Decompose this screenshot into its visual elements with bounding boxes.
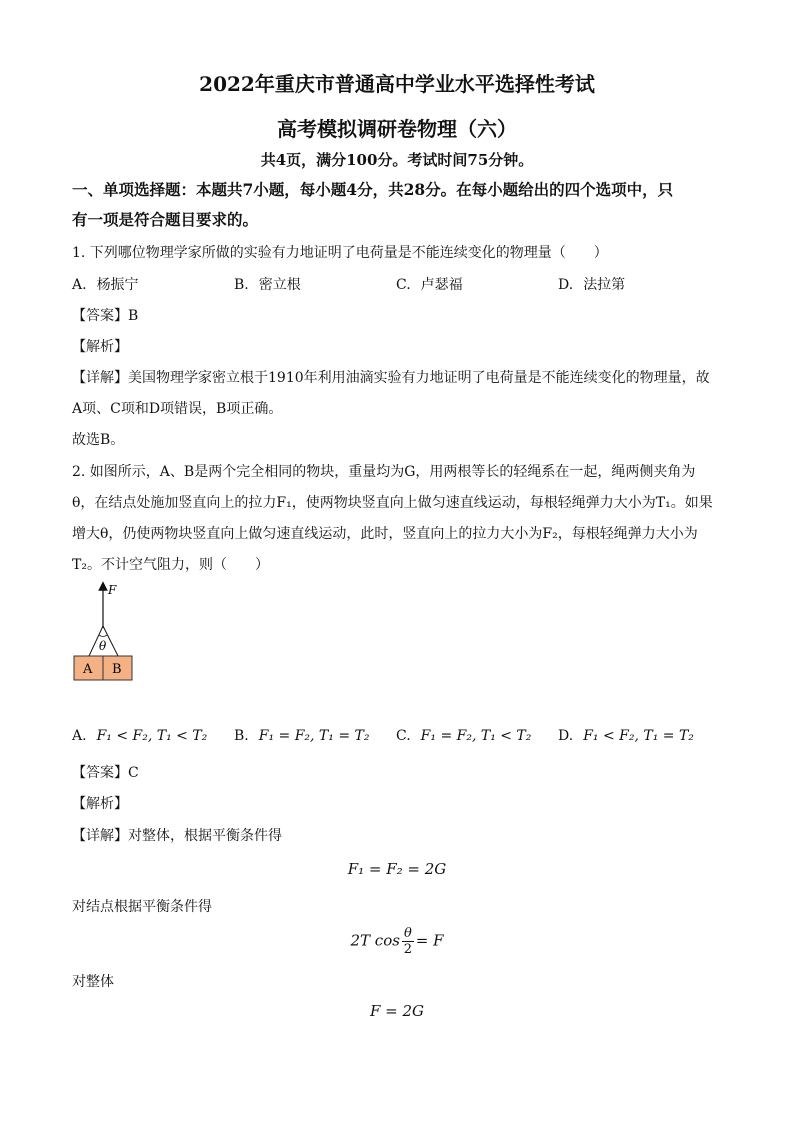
equation-2-fraction — [402, 926, 414, 957]
q2-option-b-text: F₁ = F₂, T₁ = T₂ — [258, 728, 370, 744]
q2-answer: 【答案】C — [72, 765, 139, 781]
q2-option-c — [396, 728, 531, 744]
q1-option-c-label: C. — [396, 277, 411, 293]
force-label: F — [108, 583, 117, 597]
q2-option-c-label: C. — [396, 728, 411, 744]
q1-detail-line2: A项、C项和D项错误，B项正确。 — [72, 401, 283, 417]
q1-option-d-text: 法拉第 — [583, 277, 626, 293]
q2-option-a-text: F₁ < F₂, T₁ < T₂ — [96, 728, 208, 744]
q1-option-c-text: 卢瑟福 — [420, 277, 463, 293]
q1-option-b — [234, 274, 301, 294]
q1-conclusion: 故选B。 — [72, 432, 125, 448]
exam-title: 2022年重庆市普通高中学业水平选择性考试 — [199, 72, 595, 96]
q2-analysis: 【解析】 — [72, 796, 128, 812]
q1-option-a-text: 杨振宁 — [96, 277, 139, 293]
q1-option-a-label: A. — [72, 277, 87, 293]
exam-info: 共4页，满分100分。考试时间75分钟。 — [260, 151, 534, 169]
q1-option-d — [558, 274, 625, 294]
section-heading-line1: 一、单项选择题：本题共7小题，每小题4分，共28分。在每小题给出的四个选项中，只 — [72, 180, 674, 199]
q1-detail-line1: 【详解】美国物理学家密立根于1910年利用油滴实验有力地证明了电荷量是不能连续变化的物理量，故 — [72, 370, 710, 386]
q2-option-d — [558, 728, 694, 744]
q2-option-b-label: B. — [234, 728, 249, 744]
equation-3: F = 2G — [369, 1002, 425, 1020]
q2-stem-line4: T₂。不计空气阻力，则（ ） — [72, 557, 269, 573]
block-a-label: A — [83, 662, 93, 677]
q2-option-d-label: D. — [558, 728, 574, 744]
q1-option-c — [396, 274, 463, 294]
q1-option-b-text: 密立根 — [258, 277, 301, 293]
equation-2-numerator: θ — [403, 926, 412, 941]
q1-answer: 【答案】B — [72, 308, 139, 324]
equation-1: F₁ = F₂ = 2G — [347, 860, 447, 878]
q2-option-d-text: F₁ < F₂, T₁ = T₂ — [583, 728, 694, 744]
q2-whole-text: 对整体 — [72, 974, 114, 990]
angle-arc — [99, 635, 107, 637]
q2-stem-line3: 增大θ，仍使两物块竖直向上做匀速直线运动，此时，竖直向上的拉力大小为F₂，每根轻绳弹力大小为 — [72, 526, 698, 542]
q2-stem-line2: θ，在结点处施加竖直向上的拉力F₁，使两物块竖直向上做匀速直线运动，每根轻绳弹力大小为T₁。如果 — [72, 495, 713, 511]
equation-2-right: = F — [415, 931, 444, 950]
q2-option-b — [234, 728, 369, 744]
q2-figure — [68, 580, 148, 686]
q1-stem: 1. 下列哪位物理学家所做的实验有力地证明了电荷量是不能连续变化的物理量（ ） — [72, 245, 608, 261]
equation-2 — [0, 926, 794, 957]
q2-detail-intro: 【详解】对整体，根据平衡条件得 — [72, 828, 282, 844]
q2-option-a — [72, 728, 207, 744]
q2-knot-text: 对结点根据平衡条件得 — [72, 899, 212, 915]
equation-2-denominator: 2 — [403, 942, 412, 957]
q1-analysis: 【解析】 — [72, 339, 128, 355]
block-b-label: B — [112, 662, 122, 677]
q2-option-a-label: A. — [72, 728, 87, 744]
q2-option-c-text: F₁ = F₂, T₁ < T₂ — [420, 728, 532, 744]
angle-label: θ — [99, 639, 107, 653]
equation-2-left: 2T cos — [350, 931, 400, 950]
q1-option-b-label: B. — [234, 277, 249, 293]
q1-option-d-label: D. — [558, 277, 574, 293]
q2-stem-line1: 2. 如图所示，A、B是两个完全相同的物块，重量均为G，用两根等长的轻绳系在一起，绳两侧夹角为 — [72, 464, 696, 480]
section-heading-line2: 有一项是符合题目要求的。 — [72, 210, 259, 229]
exam-subtitle: 高考模拟调研卷物理（六） — [277, 117, 517, 141]
q1-option-a — [72, 274, 139, 294]
